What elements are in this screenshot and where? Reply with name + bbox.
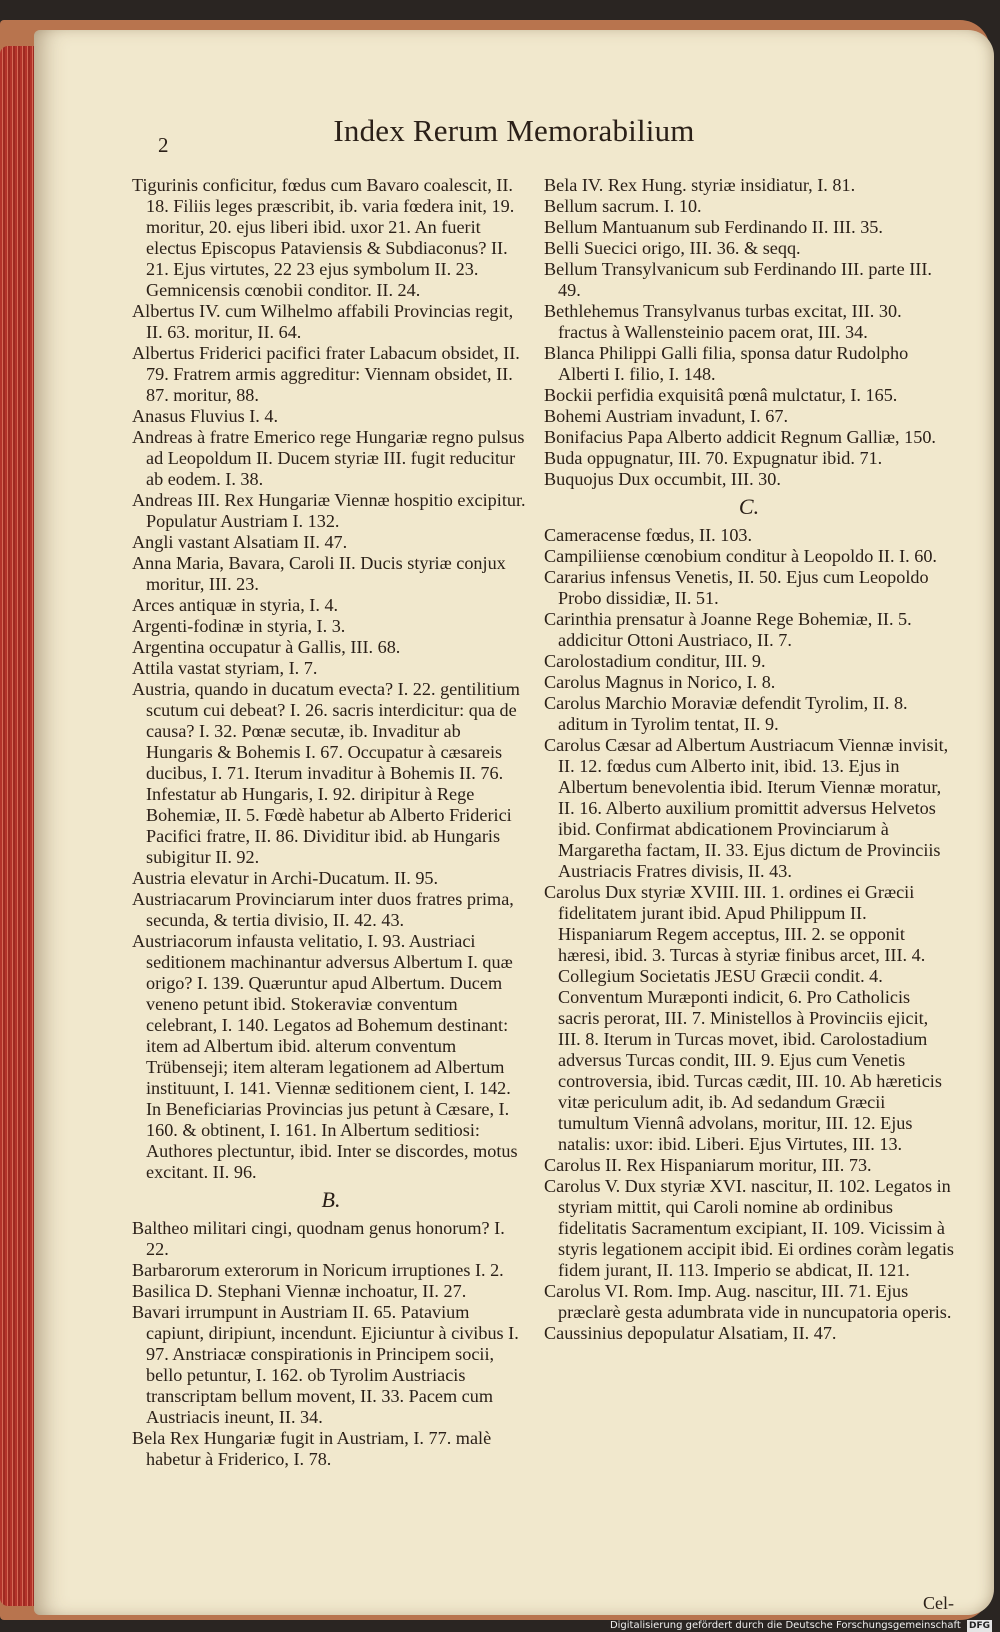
index-entry: Bockii perfidia exquisitâ pœnâ mulctatur, I. 165. [544, 385, 898, 405]
running-head: Index Rerum Memorabilium [333, 113, 695, 148]
section-letter: C. [738, 494, 760, 519]
index-entry: Belli Suecici origo, III. 36. & seqq. [544, 238, 801, 258]
index-entry: Blanca Philippi Galli filia, sponsa datur Rudolpho Alberti I. filio, I. 148. [544, 343, 909, 384]
index-entry: Bela IV. Rex Hung. styriæ insidiatur, I. 81. [544, 175, 856, 195]
index-entry: Arces antiquæ in styria, I. 4. [132, 595, 339, 615]
index-entry: Cararius infensus Venetis, II. 50. Ejus cum Leopoldo Probo dissidiæ, II. 51. [544, 567, 929, 608]
index-entry: Anasus Fluvius I. 4. [132, 406, 279, 426]
index-entry: Basilica D. Stephani Viennæ inchoatur, II. 27. [132, 1281, 467, 1301]
index-entry: Baltheo militari cingi, quodnam genus honorum? I. 22. [132, 1218, 505, 1259]
index-entry: Carinthia prensatur à Joanne Rege Bohemiæ, II. 5. addicitur Ottoni Austriaco, II. 7. [544, 609, 912, 650]
book-page [34, 30, 994, 1615]
index-entry: Carolus Cæsar ad Albertum Austriacum Viennæ invisit, II. 12. fœdus cum Alberto init, ibid. 13. Ejus in Albertum benevolentia ibid. Iterum Viennæ moratur, II. 16. Alberto auxilium promittit adversus Helvetos ibid. Confirmat abdicationem Provinciarum à Margaretha factam, II. 33. Ejus dictum de Provinciis Austriacis Fratres divisis, II. 43. [544, 735, 949, 881]
index-entry: Albertus IV. cum Wilhelmo affabili Provincias regit, II. 63. moritur, II. 64. [132, 301, 514, 342]
page-number: 2 [158, 133, 169, 157]
index-entry: Cameracense fœdus, II. 103. [544, 525, 753, 545]
index-column-right [544, 175, 954, 1344]
section-letter: B. [321, 1187, 341, 1212]
index-entry: Tigurinis conficitur, fœdus cum Bavaro coalescit, II. 18. Filiis leges præscribit, ib. varia fœdera init, 19. moritur, 20. ejus liberi ibid. uxor 21. An fuerit electus Episcopus Pataviensis & Subdiaconus? II. 21. Ejus virtutes, 22 23 ejus symbolum II. 23. Gemnicensis cœnobii conditor. II. 24. [132, 175, 515, 300]
index-entry: Carolus Magnus in Norico, I. 8. [544, 672, 776, 692]
index-column-left [132, 175, 530, 1470]
credit-text: Digitalisierung gefördert durch die Deutsche Forschungsgemeinschaft [609, 1620, 961, 1631]
index-entry: Andreas à fratre Emerico rege Hungariæ regno pulsus ad Leopoldum II. Ducem styriæ III. fugit reducitur ab eodem. I. 38. [132, 427, 525, 489]
index-entry: Caussinius depopulatur Alsatiam, II. 47. [544, 1323, 837, 1343]
digitization-credit [0, 1620, 1000, 1632]
index-entry: Angli vastant Alsatiam II. 47. [132, 532, 348, 552]
index-entry: Austriacarum Provinciarum inter duos fratres prima, secunda, & tertia divisio, II. 42. 43. [132, 889, 514, 930]
index-entry: Buquojus Dux occumbit, III. 30. [544, 469, 781, 489]
index-entry: Carolus II. Rex Hispaniarum moritur, III. 73. [544, 1155, 872, 1175]
index-entry: Bethlehemus Transylvanus turbas excitat, III. 30. fractus à Wallensteinio pacem orat, III. 34. [544, 301, 902, 342]
index-entry: Austria elevatur in Archi-Ducatum. II. 95. [132, 868, 439, 888]
dfg-logo: DFG [968, 1621, 990, 1631]
index-entry: Bohemi Austriam invadunt, I. 67. [544, 406, 788, 426]
index-entry: Bela Rex Hungariæ fugit in Austriam, I. 77. malè habetur à Friderico, I. 78. [132, 1428, 492, 1469]
index-entry: Carolus Marchio Moraviæ defendit Tyrolim, II. 8. aditum in Tyrolim tentat, II. 9. [544, 693, 908, 734]
index-entry: Bellum Mantuanum sub Ferdinando II. III. 35. [544, 217, 883, 237]
index-entry: Argentina occupatur à Gallis, III. 68. [132, 637, 401, 657]
index-entry: Andreas III. Rex Hungariæ Viennæ hospitio excipitur. Populatur Austriam I. 132. [132, 490, 526, 531]
index-entry: Albertus Friderici pacifici frater Labacum obsidet, II. 79. Fratrem armis aggreditur: Viennam obsidet, II. 87. moritur, 88. [132, 343, 520, 405]
index-entry: Austriacorum infausta velitatio, I. 93. Austriaci seditionem machinantur adversus Albertum I. quæ origo? I. 139. Quæruntur apud Albertum. Ducem veneno petunt ibid. Stokeraviæ conventum celebrant, I. 140. Legatos ad Bohemum destinant: item ad Albertum ibid. alterum conventum Trübenseji; item alteram legationem ad Albertum instituunt, I. 141. Viennæ seditionem cient, I. 142. In Beneficiarias Provincias jus petunt à Cæsare, I. 160. & obtinent, I. 161. In Albertum seditiosi: Authores plectuntur, ibid. Inter se discordes, motus excitant. II. 96. [132, 931, 518, 1182]
index-entry: Carolostadium conditur, III. 9. [544, 651, 766, 671]
index-entry: Attila vastat styriam, I. 7. [132, 658, 318, 678]
index-entry: Bellum sacrum. I. 10. [544, 196, 702, 216]
index-entry: Carolus Dux styriæ XVIII. III. 1. ordines ei Græcii fidelitatem jurant ibid. Apud Philippum II. Hispaniarum Regem acceptus, III. 2. se opponit hæresi, ibid. 3. Turcas à styriæ finibus arcet, III. 4. Collegium Societatis JESU Græcii condit. 4. Conventum Muræponti indicit, 6. Pro Catholicis sacris perorat, III. 7. Ministellos à Provinciis ejicit, III. 8. Iterum in Turcas movet, ibid. Carolostadium adversus Turcas condit, III. 9. Ejus cum Venetis controversia, ibid. Turcas cædit, III. 10. Ab hæreticis vitæ periculum adit, ib. Ad sedandum Græcii tumultum Viennâ advolans, moritur, III. 12. Ejus natalis: uxor: ibid. Liberi. Ejus Virtutes, III. 13. [544, 882, 942, 1154]
catchword: Cel- [923, 1593, 954, 1613]
index-entry: Anna Maria, Bavara, Caroli II. Ducis styriæ conjux moritur, III. 23. [132, 553, 506, 594]
red-page-edges [0, 46, 36, 1606]
index-entry: Carolus VI. Rom. Imp. Aug. nascitur, III. 71. Ejus præclarè gesta adumbrata vide in nuncupatoria operis. [544, 1281, 952, 1322]
index-entry: Buda oppugnatur, III. 70. Expugnatur ibid. 71. [544, 448, 883, 468]
index-entry: Bellum Transylvanicum sub Ferdinando III. parte III. 49. [544, 259, 932, 300]
index-entry: Austria, quando in ducatum evecta? I. 22. gentilitium scutum cui debeat? I. 26. sacris interdicitur: qua de causa? I. 32. Pœnæ secutæ, ib. Invaditur ab Hungaris & Bohemis I. 67. Occupatur à cæsareis ducibus, I. 71. Iterum invaditur à Bohemis II. 76. Infestatur ab Hungaris, I. 92. diripitur à Rege Bohemiæ, II. 5. Fœdè habetur ab Alberto Friderici Pacifici fratre, II. 86. Dividitur ibid. ab Hungaris subigitur II. 92. [132, 679, 520, 867]
index-entry: Carolus V. Dux styriæ XVI. nascitur, II. 102. Legatos in styriam mittit, qui Caroli nomine ab ordinibus fidelitatis Sacramentum excipiant, II. 109. Vicissim à styris legationem accipit ibid. Ei ordines coràm legatis fidem jurant, II. 113. Imperio se abdicat, II. 121. [544, 1176, 954, 1280]
index-entry: Bavari irrumpunt in Austriam II. 65. Patavium capiunt, diripiunt, incendunt. Ejiciuntur à civibus I. 97. Anstriacæ conspirationis in Principem socii, bello petuntur, I. 162. ob Tyrolim Austriacis transcriptam bellum movent, II. 33. Pacem cum Austriacis ineunt, II. 34. [132, 1302, 519, 1427]
index-entry: Bonifacius Papa Alberto addicit Regnum Galliæ, 150. [544, 427, 936, 447]
index-entry: Barbarorum exterorum in Noricum irruptiones I. 2. [132, 1260, 504, 1280]
index-entry: Argenti-fodinæ in styria, I. 3. [132, 616, 346, 636]
index-entry: Campiliiense cœnobium conditur à Leopoldo II. I. 60. [544, 546, 937, 566]
